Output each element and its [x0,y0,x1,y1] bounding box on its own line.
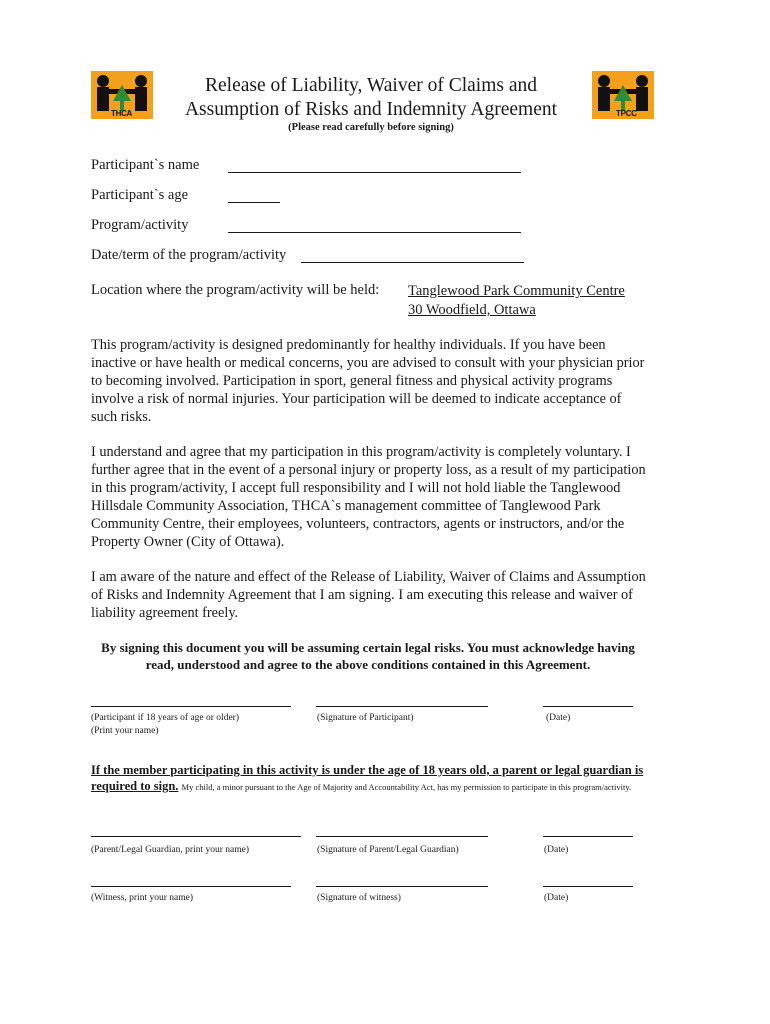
guardian-date-line[interactable] [543,836,633,837]
witness-name-caption: (Witness, print your name) [91,893,193,903]
logo-label: THCA [111,109,133,118]
participant-date-line[interactable] [543,706,633,707]
location-line-2: 30 Woodfield, Ottawa [408,302,536,318]
date-term-label: Date/term of the program/activity [91,247,287,263]
program-line[interactable] [228,232,521,233]
location-label: Location where the program/activity will be held: [91,282,380,298]
minor-notice-fine: My child, a minor pursuant to the Age of Majority and Accountability Act, has my permission to participate in this program/activity. [181,782,632,792]
guardian-name-caption: (Parent/Legal Guardian, print your name) [91,845,250,855]
participant-age-line[interactable] [228,202,280,203]
liability-paragraph: I understand and agree that my participation in this program/activity is completely voluntary. I further agree that in the event of a personal injury or property loss, as a result of my participation in this program/activity, I accept full responsibility and I will not hold liable the Tanglewood Hillsdale Community Association, THCA`s management committee of Tanglewood Park Community Centre, their employees, volunteers, contractors, agents or instructors, and/or the Property Owner (City of Ottawa). [91,444,646,550]
minor-notice-bold: If the member participating in this activity is under the age of 18 years old, a parent or legal guardian is required to sign. [91,763,644,793]
participant-name-label: Participant`s name [91,157,200,173]
guardian-signature-line[interactable] [316,836,488,837]
witness-name-sig-line[interactable] [91,886,291,887]
document-title [0,74,742,122]
logo-label: TPCC [616,109,637,118]
title-line-1: Release of Liability, Waiver of Claims and [204,75,537,96]
participant-name-sig-line[interactable] [91,706,291,707]
guardian-signature-caption: (Signature of Parent/Legal Guardian) [317,845,459,855]
legal-notice: By signing this document you will be assuming certain legal risks. You must acknowledge having read, understood and agree to the above conditions contained in this Agreement. [101,640,635,672]
participant-name-line[interactable] [228,172,521,173]
participant-date-caption: (Date) [546,713,571,723]
health-paragraph: This program/activity is designed predominantly for healthy individuals. If you have been inactive or have health or medical concerns, you are advised to consult with your physician prior to becoming involved. Participation in sport, general fitness and physical activity programs involve a risk of normal injuries. Your participation will be deemed to indicate acceptance of such risks. [91,337,645,425]
location-address [408,282,625,320]
guardian-name-sig-line[interactable] [91,836,301,837]
program-label: Program/activity [91,217,189,233]
guardian-date-caption: (Date) [544,845,569,855]
witness-date-caption: (Date) [544,893,569,903]
participant-signature-caption: (Signature of Participant) [317,713,414,723]
awareness-paragraph: I am aware of the nature and effect of the Release of Liability, Waiver of Claims and Assumption of Risks and Indemnity Agreement that I am signing. I am executing this release and waiver of liability agreement freely. [91,569,646,621]
date-term-line[interactable] [301,262,524,263]
witness-date-line[interactable] [543,886,633,887]
participant-signature-line[interactable] [316,706,488,707]
witness-signature-line[interactable] [316,886,488,887]
title-line-2: Assumption of Risks and Indemnity Agreement [184,99,558,120]
location-line-1: Tanglewood Park Community Centre [408,283,625,299]
participant-name-caption: (Participant if 18 years of age or older) (Print your name) [91,713,239,736]
minor-notice [91,762,646,795]
participant-age-label: Participant`s age [91,187,189,203]
witness-signature-caption: (Signature of witness) [317,893,401,903]
document-subtitle: (Please read carefully before signing) [288,122,454,133]
